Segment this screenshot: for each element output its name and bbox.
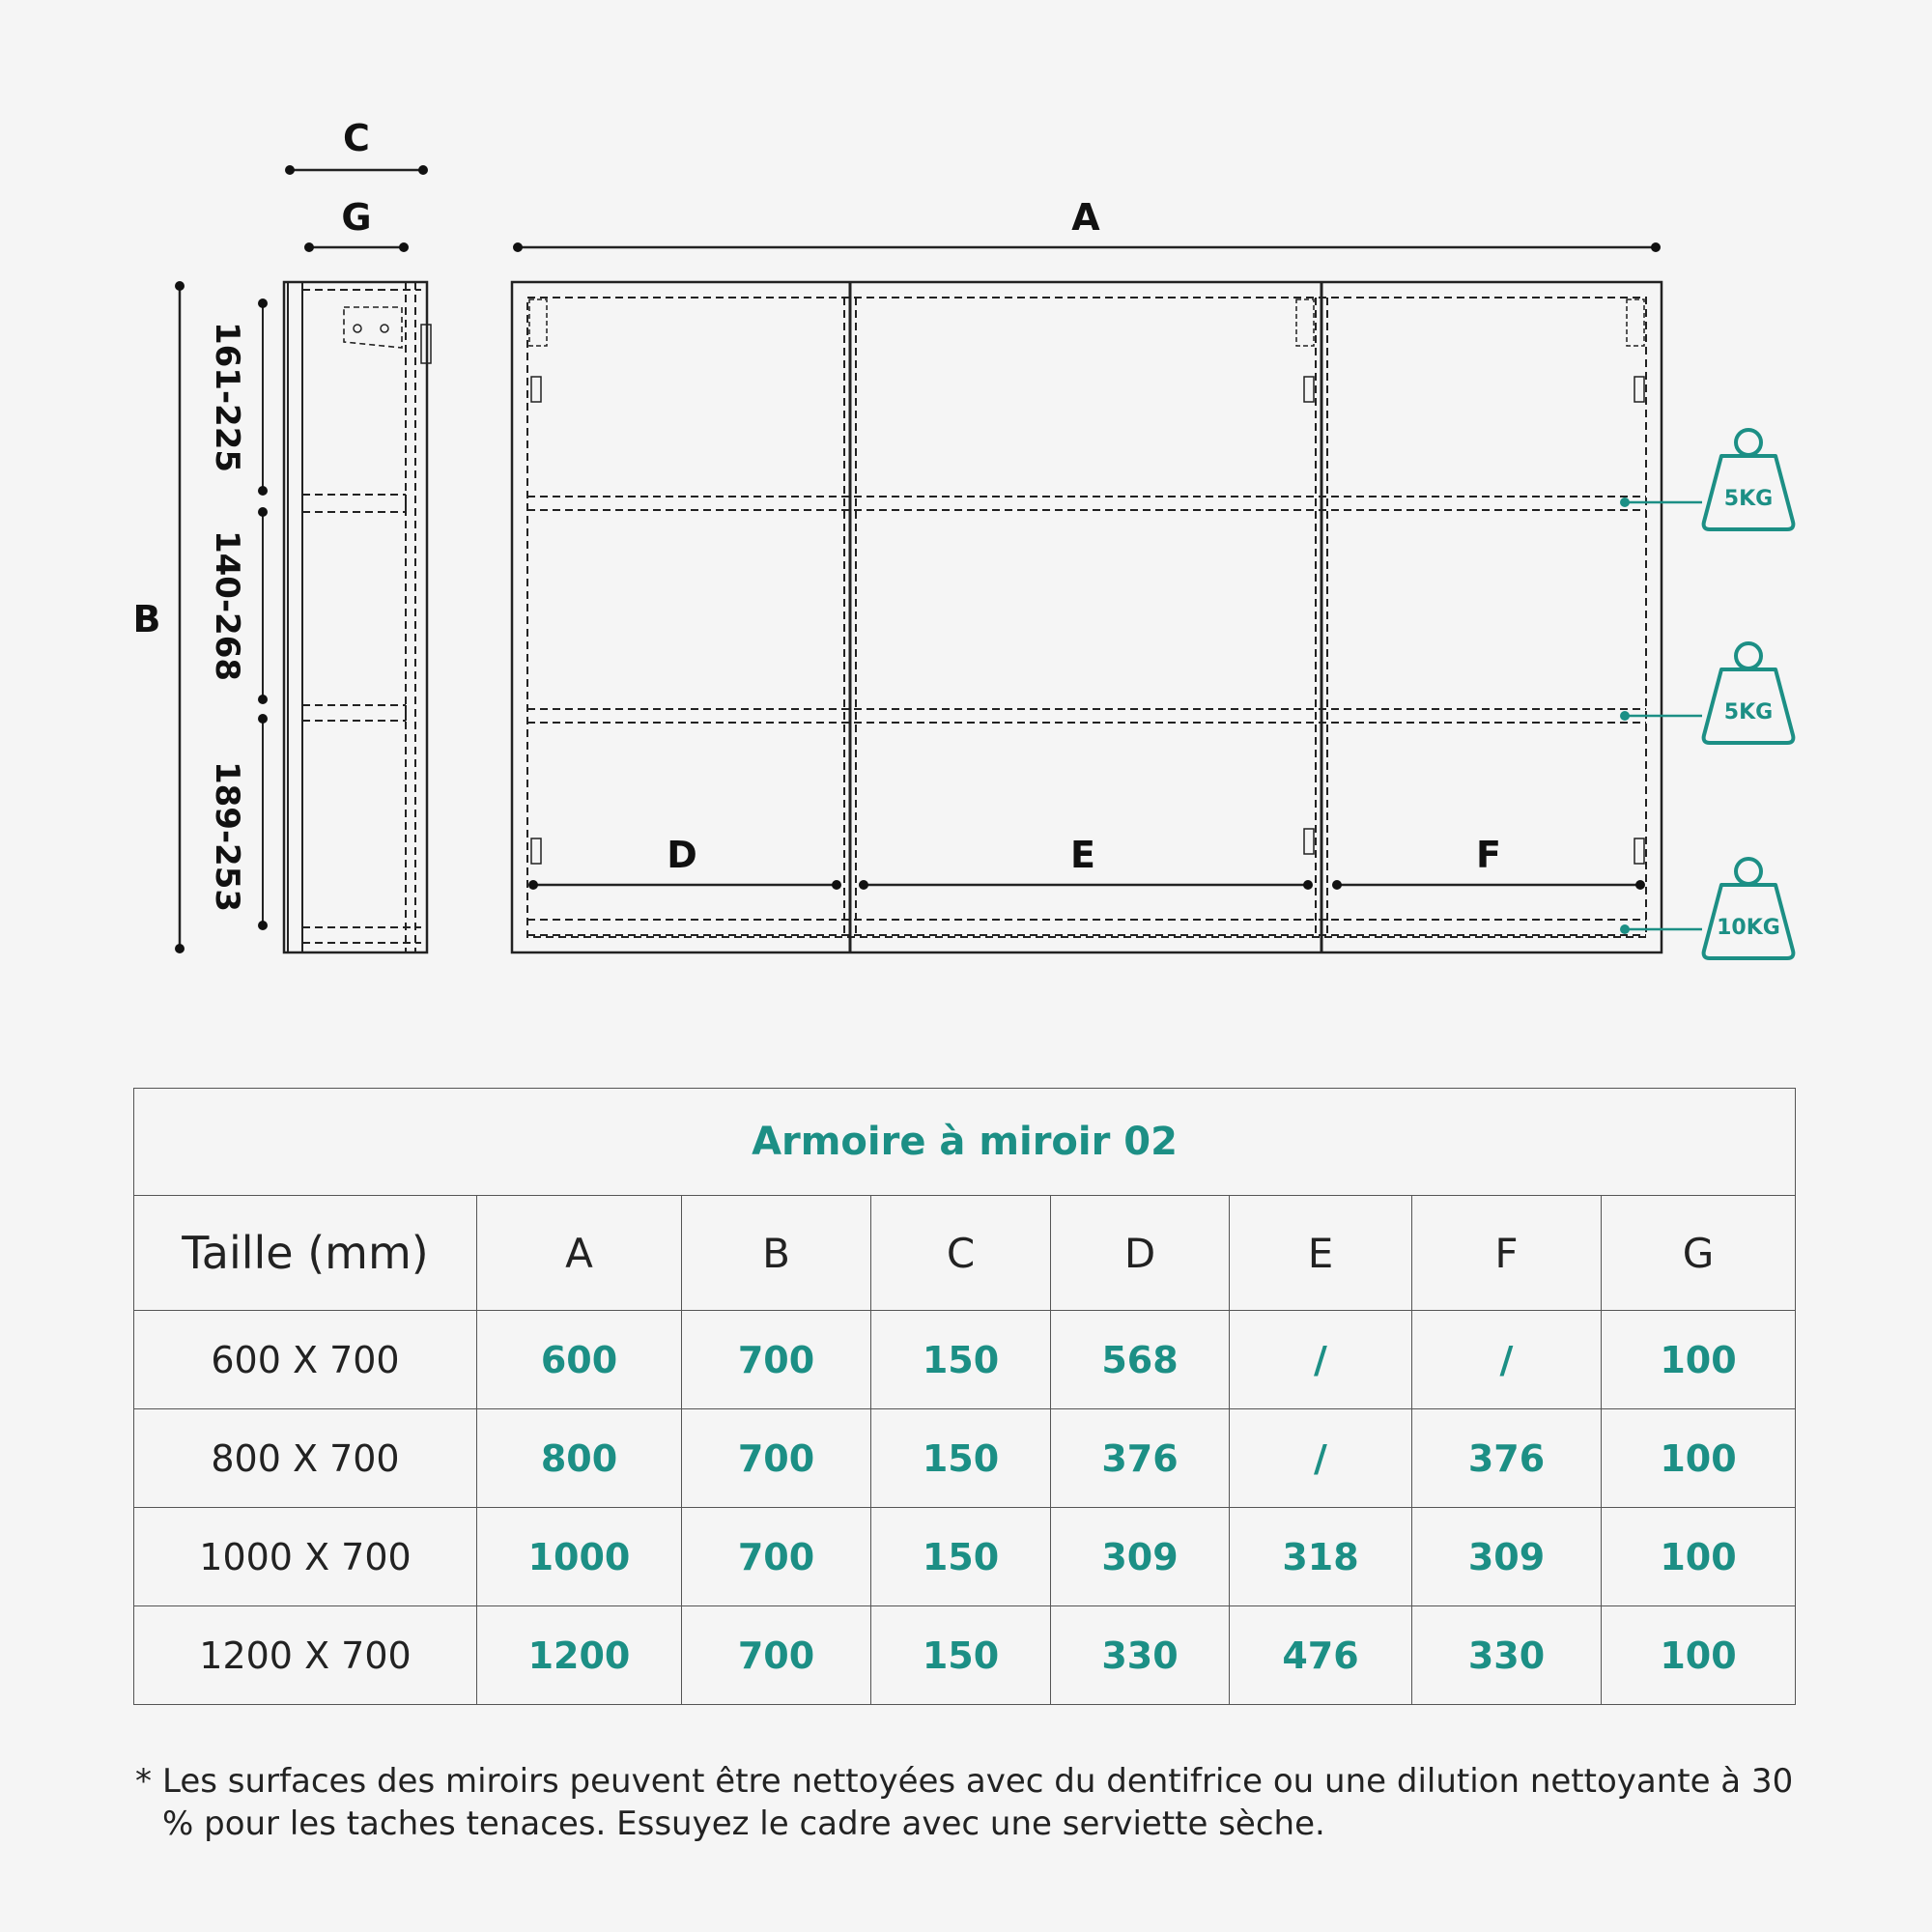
value-cell: 376 (1051, 1409, 1230, 1508)
value-cell: 700 (682, 1409, 871, 1508)
value-cell: 330 (1051, 1606, 1230, 1705)
table-header-row (134, 1196, 1796, 1311)
table-title: Armoire à miroir 02 (134, 1089, 1796, 1196)
table-row (134, 1508, 1796, 1606)
dim-f-label: F (1476, 834, 1501, 876)
dimension-table (133, 1088, 1796, 1705)
column-header: B (682, 1196, 871, 1311)
value-cell: 150 (871, 1508, 1051, 1606)
dim-g-label: G (341, 196, 372, 239)
value-cell: / (1412, 1311, 1602, 1409)
weight-label: 10KG (1717, 916, 1780, 940)
column-header: C (871, 1196, 1051, 1311)
shelf-spacing-top: 161-225 (208, 321, 246, 473)
shelf-spacing-bottom: 189-253 (208, 760, 246, 913)
value-cell: 100 (1602, 1508, 1796, 1606)
footnote-text: Les surfaces des miroirs peuvent être nettoyées avec du dentifrice ou une dilution nettoyante à 30 % pour les taches tenaces. Essuyez le cadre avec une serviette sèche. (162, 1762, 1794, 1843)
weight-indicator-3 (1620, 859, 1793, 958)
value-cell: 150 (871, 1409, 1051, 1508)
table-row (134, 1311, 1796, 1409)
value-cell: 476 (1230, 1606, 1412, 1705)
value-cell: 700 (682, 1508, 871, 1606)
value-cell: 800 (477, 1409, 682, 1508)
dim-c-label: C (343, 117, 370, 159)
size-cell: 1200 X 700 (134, 1606, 477, 1705)
value-cell: 700 (682, 1311, 871, 1409)
value-cell: / (1230, 1311, 1412, 1409)
table-row (134, 1606, 1796, 1705)
value-cell: 100 (1602, 1606, 1796, 1705)
table-row (134, 1409, 1796, 1508)
value-cell: 150 (871, 1606, 1051, 1705)
column-header: D (1051, 1196, 1230, 1311)
dim-d-label: D (667, 834, 697, 876)
value-cell: 309 (1412, 1508, 1602, 1606)
value-cell: 309 (1051, 1508, 1230, 1606)
value-cell: 1000 (477, 1508, 682, 1606)
dim-e-label: E (1070, 834, 1095, 876)
value-cell: 600 (477, 1311, 682, 1409)
weight-label: 5KG (1723, 487, 1774, 511)
column-header: E (1230, 1196, 1412, 1311)
value-cell: / (1230, 1409, 1412, 1508)
footnote-marker: * (135, 1762, 152, 1801)
value-cell: 100 (1602, 1409, 1796, 1508)
shelf-spacing-middle: 140-268 (208, 529, 246, 682)
column-header: A (477, 1196, 682, 1311)
dim-b-label: B (132, 598, 161, 640)
value-cell: 318 (1230, 1508, 1412, 1606)
value-cell: 150 (871, 1311, 1051, 1409)
size-cell: 1000 X 700 (134, 1508, 477, 1606)
value-cell: 700 (682, 1606, 871, 1705)
column-header: F (1412, 1196, 1602, 1311)
value-cell: 330 (1412, 1606, 1602, 1705)
column-header: G (1602, 1196, 1796, 1311)
size-cell: 800 X 700 (134, 1409, 477, 1508)
weight-label: 5KG (1723, 700, 1774, 724)
size-cell: 600 X 700 (134, 1311, 477, 1409)
value-cell: 568 (1051, 1311, 1230, 1409)
dimension-dots (175, 165, 1661, 953)
column-header: Taille (mm) (134, 1196, 477, 1311)
care-footnote (135, 1760, 1816, 1845)
value-cell: 1200 (477, 1606, 682, 1705)
value-cell: 100 (1602, 1311, 1796, 1409)
dim-a-label: A (1071, 196, 1100, 239)
value-cell: 376 (1412, 1409, 1602, 1508)
